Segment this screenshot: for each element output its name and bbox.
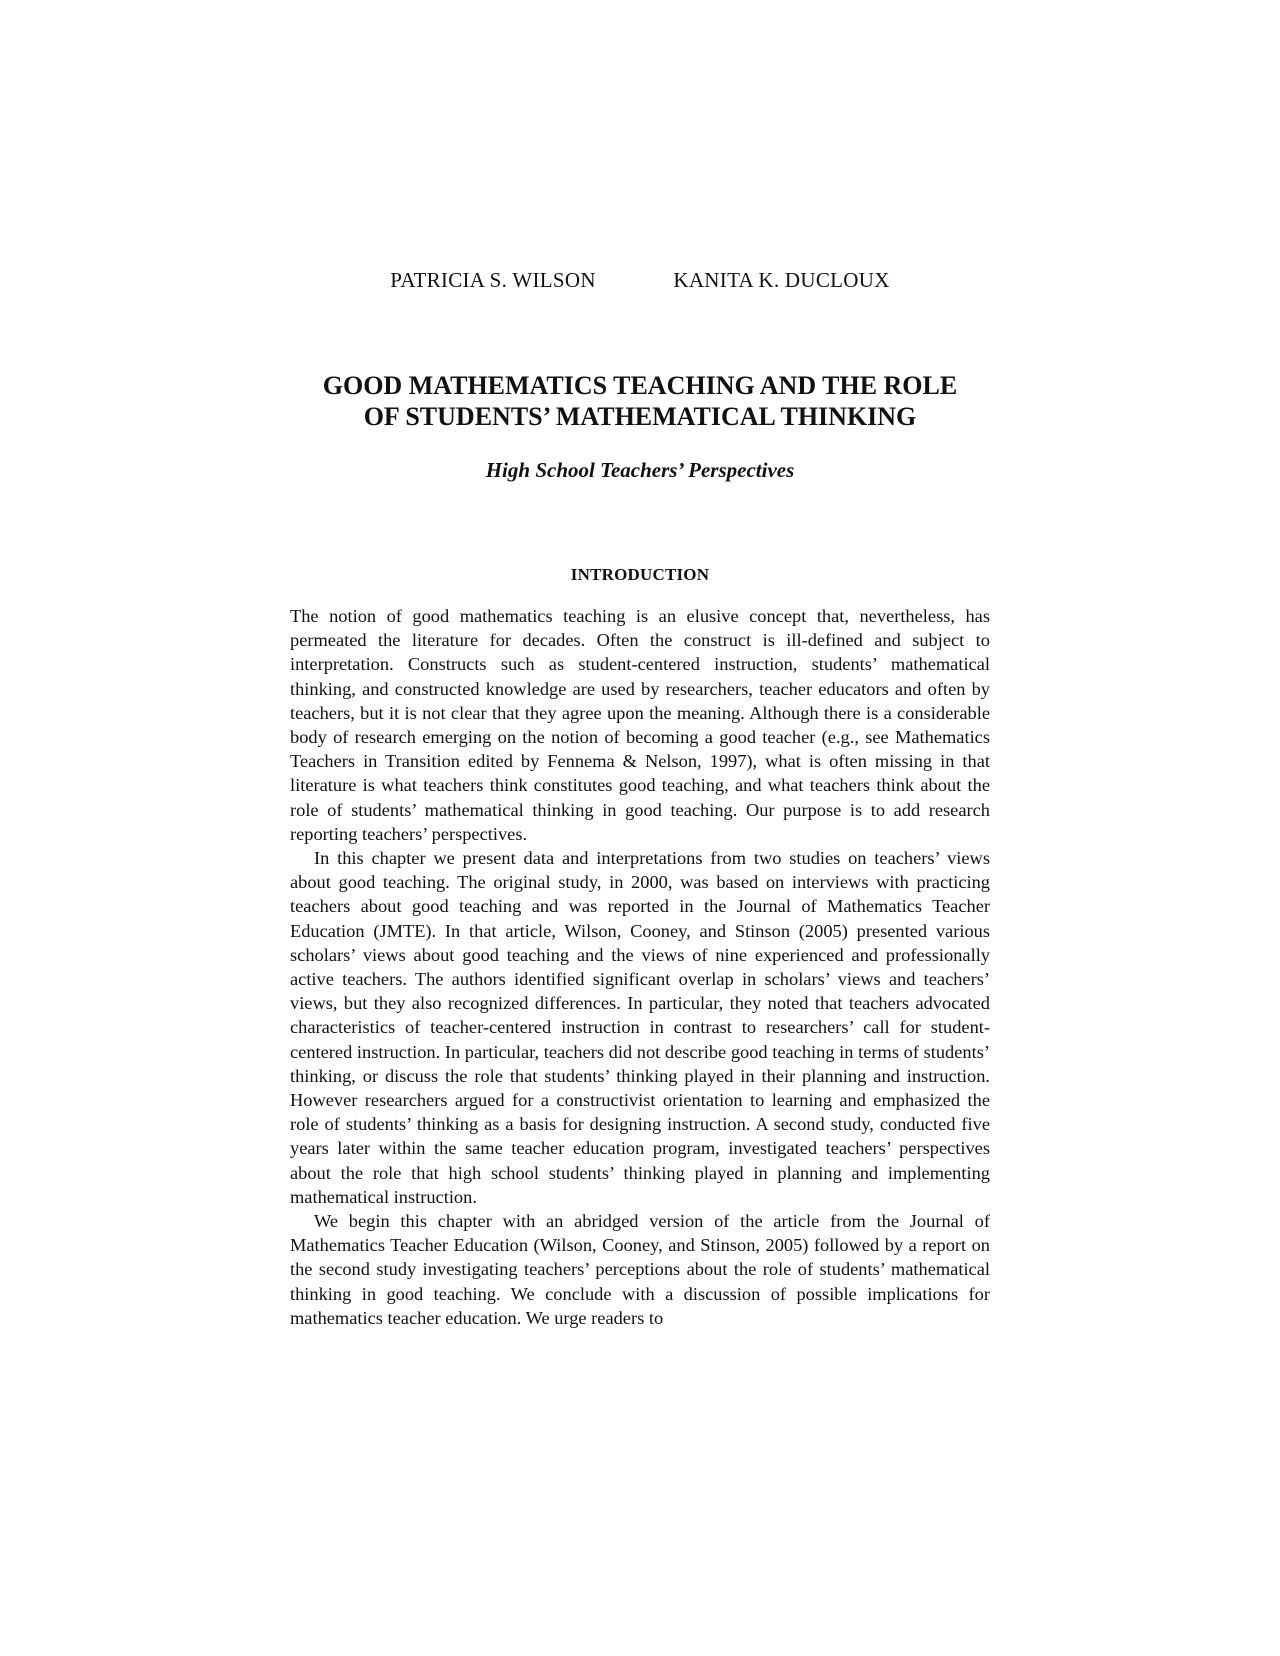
author-name: KANITA K. DUCLOUX [673,268,890,292]
paragraph: In this chapter we present data and interpretations from two studies on teachers’ views about good teaching. The original study, in 2000, was based on interviews with practicing teachers about good teaching and was reported in the Journal of Mathematics Teacher Education (JMTE). In that article, Wilson, Cooney, and Stinson (2005) presented various scholars’ views about good teaching and the views of nine experienced and professionally active teachers. The authors identified significant overlap in scholars’ views and teachers’ views, but they also recognized differences. In particular, they noted that teachers advocated characteristics of teacher-centered instruction in contrast to researchers’ call for student-centered instruction. In particular, teachers did not describe good teaching in terms of students’ thinking, or discuss the role that students’ thinking played in their planning and instruction. However researchers argued for a constructivist orientation to learning and emphasized the role of students’ thinking as a basis for designing instruction. A second study, conducted five years later within the same teacher education program, investigated teachers’ perspectives about the role that high school students’ thinking played in planning and implementing mathematical instruction. [290,848,990,1207]
section-heading: INTRODUCTION [570,565,710,584]
chapter-title-line: OF STUDENTS’ MATHEMATICAL THINKING [363,402,917,431]
chapter-title-line: GOOD MATHEMATICS TEACHING AND THE ROLE [322,371,958,400]
chapter-subtitle: High School Teachers’ Perspectives [485,458,795,482]
body-text [290,604,990,1330]
author-name: PATRICIA S. WILSON [390,268,596,292]
paragraph: The notion of good mathematics teaching is an elusive concept that, nevertheless, has permeated the literature for decades. Often the construct is ill-defined and subject to interpretation. Constructs such as student-centered instruction, students’ mathematical thinking, and constructed knowledge are used by researchers, teacher educators and often by teachers, but it is not clear that they agree upon the meaning. Although there is a considerable body of research emerging on the notion of becoming a good teacher (e.g., see Mathematics Teachers in Transition edited by Fennema & Nelson, 1997), what is often missing in that literature is what teachers think constitutes good teaching, and what teachers think about the role of students’ mathematical thinking in good teaching. Our purpose is to add research reporting teachers’ perspectives. [290,606,990,844]
chapter-title [290,370,990,432]
author-line [0,268,1280,293]
paragraph: We begin this chapter with an abridged version of the article from the Journal of Mathematics Teacher Education (Wilson, Cooney, and Stinson, 2005) followed by a report on the second study investigating teachers’ perceptions about the role of students’ mathematical thinking in good teaching. We conclude with a discussion of possible implications for mathematics teacher education. We urge readers to [290,1211,990,1328]
